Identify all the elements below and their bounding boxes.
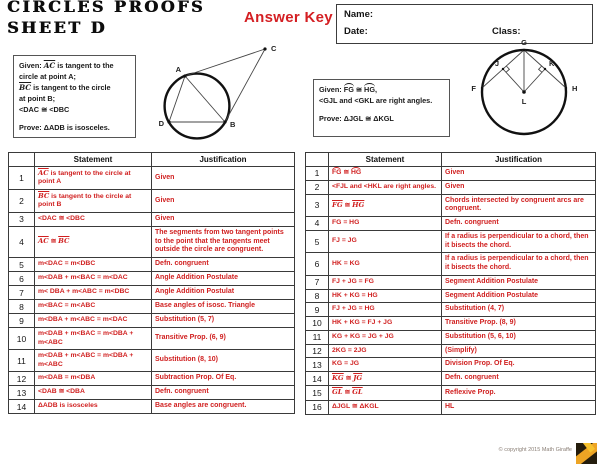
proof-step-number: 7 (306, 275, 329, 289)
proof-statement: FG = HG (329, 217, 442, 231)
right-angle-mark-J (506, 66, 509, 72)
given-box-right (313, 79, 450, 137)
proof-row (306, 303, 596, 317)
proof-step-number: 10 (9, 328, 35, 350)
proof-statement: ΔJGL ≅ ΔKGL (329, 400, 442, 414)
proof-justification: Given (442, 180, 596, 194)
proof-justification: Given (442, 167, 596, 181)
proof-statement: <DAB ≅ <DBA (35, 386, 152, 400)
proof-step-number: 2 (9, 189, 35, 212)
diagram-lines (169, 49, 265, 122)
proof-justification: Transitive Prop. (6, 9) (152, 328, 295, 350)
proof-row (306, 289, 596, 303)
proof-justification: Segment Addition Postulate (442, 275, 596, 289)
proof-justification: If a radius is perpendicular to a chord, then it bisects the chord. (442, 230, 596, 253)
date-label: Date: (344, 26, 368, 37)
point-label-J: J (494, 59, 499, 68)
proof-step-number: 5 (9, 258, 35, 272)
proof-row (306, 217, 596, 231)
proof-justification: HL (442, 400, 596, 414)
proof-statement: $\overline{FG}$ ≅ $\overline{HG}$ (329, 194, 442, 217)
point-label-F: F (471, 84, 476, 93)
proof-statement: m<DAB = m<DBA (35, 372, 152, 386)
header-number-cell (306, 153, 329, 167)
proof-row (9, 386, 295, 400)
proof-justification: Given (152, 189, 295, 212)
proof-row (306, 400, 596, 414)
proof-statement: $\overline{AC}$ ≅ $\overline{BC}$ (35, 226, 152, 257)
proof-justification: Given (152, 167, 295, 190)
page-title-line1: CIRCLES PROOFS (7, 0, 205, 16)
proof-justification: Defn. congruent (152, 258, 295, 272)
proof-justification: Division Prop. Of Eq. (442, 358, 596, 372)
proof-justification: Base angles of isosc. Triangle (152, 300, 295, 314)
proof-statement: m<DAB + m<BAC = m<DBA + m<ABC (35, 328, 152, 350)
proof-statement: FJ = JG (329, 230, 442, 253)
proof-step-number: 6 (306, 253, 329, 276)
proof-statement: <DAC ≅ <DBC (35, 212, 152, 226)
proof-step-number: 3 (9, 212, 35, 226)
proof-statement: $\overline{GL}$ ≅ $\overline{GL}$ (329, 386, 442, 400)
proof-step-number: 12 (306, 344, 329, 358)
proof-justification: Segment Addition Postulate (442, 289, 596, 303)
prove-text-right: Prove: ΔJGL ≅ ΔKGL (319, 113, 394, 123)
proof-step-number: 4 (306, 217, 329, 231)
proof-justification: Angle Addition Postulat (152, 286, 295, 300)
proof-step-number: 9 (9, 314, 35, 328)
point-label-H: H (572, 84, 578, 93)
proof-statement: $\overline{KG}$ ≅ $\overline{JG}$ (329, 372, 442, 386)
proof-row (306, 167, 596, 181)
point-label-A: A (175, 65, 181, 74)
proof-step-number: 11 (9, 350, 35, 372)
given-text-left: Given: $\overline{AC}$ is tangent to the circle at point A; $\overline{BC}$ is tangent to the circle at point B; <DAC ≅ <DBC (19, 61, 114, 114)
copyright-text: © copyright 2015 Math Giraffe (498, 447, 572, 453)
proof-row (9, 286, 295, 300)
proof-row (306, 330, 596, 344)
proof-step-number: 9 (306, 303, 329, 317)
proof-step-number: 11 (306, 330, 329, 344)
proof-justification: The segments from two tangent points to the point that the tangents meet outside the circle are congruent. (152, 226, 295, 257)
page-title-line2: SHEET D (7, 17, 107, 37)
proof-statement: HK + KG = FJ + JG (329, 317, 442, 331)
proof-row (306, 317, 596, 331)
proof-step-number: 13 (306, 358, 329, 372)
proof-row (306, 344, 596, 358)
prove-text-left: Prove: ΔADB is isosceles. (19, 122, 110, 132)
proof-statement: FJ + JG = FG (329, 275, 442, 289)
proof-justification: Defn. congruent (152, 386, 295, 400)
proof-step-number: 1 (9, 167, 35, 190)
proof-step-number: 10 (306, 317, 329, 331)
proof-row (306, 275, 596, 289)
name-label: Name: (344, 9, 374, 20)
proof-row (9, 189, 295, 212)
proof-row (9, 272, 295, 286)
proof-justification: If a radius is perpendicular to a chord, then it bisects the chord. (442, 253, 596, 276)
proof-step-number: 12 (9, 372, 35, 386)
header-justification: Justification (442, 153, 596, 167)
proof-step-number: 15 (306, 386, 329, 400)
right-angle-mark-K (539, 66, 542, 72)
proof-table-left (8, 152, 295, 414)
proof-justification: Angle Addition Postulate (152, 272, 295, 286)
proof-step-number: 2 (306, 180, 329, 194)
proof-justification: Subtraction Prop. Of Eq. (152, 372, 295, 386)
proof-step-number: 8 (9, 300, 35, 314)
proof-statement: HK + KG = HG (329, 289, 442, 303)
proof-row (9, 350, 295, 372)
proof-row (9, 328, 295, 350)
proof-justification: Given (152, 212, 295, 226)
proof-header-row (306, 153, 596, 167)
proof-step-number: 3 (306, 194, 329, 217)
proof-step-number: 16 (306, 400, 329, 414)
header-justification: Justification (152, 153, 295, 167)
proof-justification: Substitution (5, 6, 10) (442, 330, 596, 344)
answer-key-label: Answer Key (244, 9, 333, 26)
header-statement: Statement (35, 153, 152, 167)
class-label: Class: (492, 26, 521, 37)
proof-justification: (Simplify) (442, 344, 596, 358)
proof-justification: Defn. congruent (442, 217, 596, 231)
proof-statement: FG ≅ HG (329, 167, 442, 181)
proof-row (306, 180, 596, 194)
proof-statement: m<DAB + m<ABC = m<DBA + m<ABC (35, 350, 152, 372)
given-box-left (13, 55, 136, 138)
math-giraffe-logo (576, 443, 597, 464)
point-label-L: L (521, 97, 527, 106)
proof-statement: m< DBA + m<ABC = m<DBC (35, 286, 152, 300)
proof-row (9, 314, 295, 328)
proof-row (9, 212, 295, 226)
proof-statement: $\overline{AC}$ is tangent to the circle at point A (35, 167, 152, 190)
proof-statement: KG = JG (329, 358, 442, 372)
proof-step-number: 14 (9, 400, 35, 414)
proof-row (9, 226, 295, 257)
proof-row (9, 258, 295, 272)
proof-step-number: 8 (306, 289, 329, 303)
proof-statement: <FJL and <HKL are right angles. (329, 180, 442, 194)
proof-justification: Substitution (8, 10) (152, 350, 295, 372)
proof-justification: Transitive Prop. (8, 9) (442, 317, 596, 331)
point-label-K: K (549, 59, 555, 68)
proof-row (306, 230, 596, 253)
proof-step-number: 1 (306, 167, 329, 181)
proof-justification: Substitution (4, 7) (442, 303, 596, 317)
proof-table-right (305, 152, 596, 415)
point-label-C: C (271, 44, 277, 53)
proof-justification: Substitution (5, 7) (152, 314, 295, 328)
proof-row (306, 386, 596, 400)
given-text-right: Given: FG ≅ HG, <GJL and <GKL are right angles. (319, 85, 433, 105)
proof-row (306, 358, 596, 372)
chords-circle-diagram (460, 33, 600, 148)
proof-row (9, 372, 295, 386)
proof-step-number: 14 (306, 372, 329, 386)
proof-statement: m<DBA + m<ABC = m<DAC (35, 314, 152, 328)
proof-step-number: 4 (9, 226, 35, 257)
diagram-lines (482, 50, 566, 92)
proof-step-number: 13 (9, 386, 35, 400)
proof-statement: m<DAB + m<BAC = m<DAC (35, 272, 152, 286)
proof-statement: 2KG = 2JG (329, 344, 442, 358)
proof-statement: KG + KG = JG + JG (329, 330, 442, 344)
proof-step-number: 5 (306, 230, 329, 253)
proof-statement: $\overline{BC}$ is tangent to the circle at point B (35, 189, 152, 212)
tangent-circle-diagram (140, 33, 280, 148)
proof-statement: m<DAC = m<DBC (35, 258, 152, 272)
proof-row (9, 167, 295, 190)
proof-statement: m<BAC = m<ABC (35, 300, 152, 314)
proof-row (306, 194, 596, 217)
proof-statement: ΔADB is isosceles (35, 400, 152, 414)
point-label-D: D (158, 119, 164, 128)
header-number-cell (9, 153, 35, 167)
proof-row (306, 372, 596, 386)
proof-justification: Defn. congruent (442, 372, 596, 386)
header-statement: Statement (329, 153, 442, 167)
proof-header-row (9, 153, 295, 167)
proof-statement: HK = KG (329, 253, 442, 276)
proof-row (306, 253, 596, 276)
proof-step-number: 7 (9, 286, 35, 300)
point-label-B: B (230, 120, 236, 129)
proof-row (9, 400, 295, 414)
proof-statement: FJ + JG = HG (329, 303, 442, 317)
proof-row (9, 300, 295, 314)
point-label-G: G (521, 38, 527, 47)
proof-justification: Reflexive Prop. (442, 386, 596, 400)
proof-justification: Chords intersected by congruent arcs are congruent. (442, 194, 596, 217)
proof-step-number: 6 (9, 272, 35, 286)
proof-justification: Base angles are congruent. (152, 400, 295, 414)
